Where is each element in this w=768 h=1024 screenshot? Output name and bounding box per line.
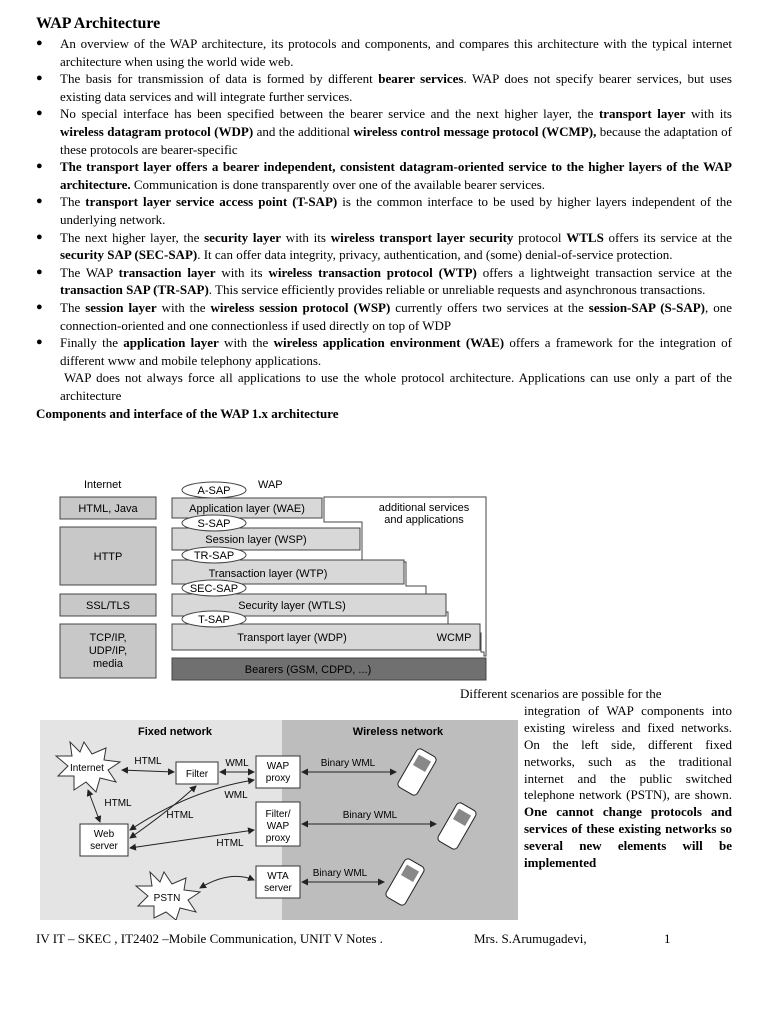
wap-label: WAP xyxy=(258,479,283,491)
bullet-item xyxy=(36,193,732,228)
tcp-ip-label: TCP/IP, xyxy=(89,632,127,644)
security-layer-label: Security layer (WTLS) xyxy=(238,600,346,612)
text-run: . WAP does not specify bearer services, but uses existing data services and will integrate further services. xyxy=(60,71,732,104)
text-run: . This service efficiently provides reliable or unreliable requests and asynchronous transactions. xyxy=(208,282,706,298)
text-run: with its xyxy=(685,106,732,122)
pstn-label: PSTN xyxy=(153,893,181,904)
bold-text: transport layer xyxy=(598,106,686,122)
text-run: An overview of the WAP architecture, its protocols and components, and compares this architecture with the typical internet architecture when using the world wide web. xyxy=(60,36,732,69)
closing-paragraph: WAP does not always force all applications to use the whole protocol architecture. Applications can use only a part of the architecture xyxy=(60,370,732,403)
bold-text: bearer services xyxy=(378,71,464,87)
wap-architecture-diagram xyxy=(56,476,488,682)
text-run: No special interface has been specified between the bearer service and the next higher layer, the xyxy=(60,106,599,122)
wireless-network-label: Wireless network xyxy=(352,726,444,738)
transport-layer-label: Transport layer (WDP) xyxy=(237,632,347,644)
additional-services-label: additional services xyxy=(378,502,470,514)
html-label-3: HTML xyxy=(166,810,194,821)
binary-wml-label-3: Binary WML xyxy=(312,868,368,879)
side-text-first-line: Different scenarios are possible for the xyxy=(460,686,662,701)
text-run: with the xyxy=(218,335,274,351)
bullet-item xyxy=(36,229,732,264)
text-run: offers a lightweight transaction service at the xyxy=(476,264,732,280)
bold-text: transaction layer xyxy=(118,264,216,280)
fixed-network-label: Fixed network xyxy=(138,726,212,738)
sec-sap-label: SEC-SAP xyxy=(189,583,239,595)
bullet-dot-icon: ● xyxy=(36,300,43,313)
ssl-tls-label: SSL/TLS xyxy=(85,600,131,612)
page-title: WAP Architecture xyxy=(36,15,161,32)
wta-server-label-1: WTA xyxy=(267,871,289,882)
html-label-4: HTML xyxy=(216,838,244,849)
bullet-dot-icon: ● xyxy=(36,230,43,243)
bullet-item xyxy=(36,158,732,193)
bold-text: security layer xyxy=(204,229,282,245)
bullet-item xyxy=(36,70,732,105)
text-run: because the adaptation of these protocols are bearer-specific xyxy=(60,123,732,157)
side-text xyxy=(460,686,732,872)
text-run: The xyxy=(60,194,86,210)
application-layer-label: Application layer (WAE) xyxy=(189,503,305,515)
text-run: . It can offer data integrity, privacy, authentication, and (some) denial-of-service protection. xyxy=(197,247,673,263)
wcmp-label: WCMP xyxy=(436,632,472,644)
footer-page-number: 1 xyxy=(664,931,671,946)
wap-proxy-label-1: WAP xyxy=(266,761,290,772)
bullet-dot-icon: ● xyxy=(36,195,43,208)
internet-label: Internet xyxy=(70,763,104,774)
bold-text: The transport layer offers a bearer independent, consistent datagram-oriented service to the higher layers of the WAP architecture. xyxy=(60,159,732,192)
bold-text: wireless control message protocol (WCMP), xyxy=(353,123,597,139)
bullet-list xyxy=(36,35,732,369)
text-run: Communication is done transparently over one of the available bearer services. xyxy=(130,176,546,192)
bold-text: WTLS xyxy=(566,229,604,245)
bold-text: wireless datagram protocol (WDP) xyxy=(60,123,254,139)
text-run: with its xyxy=(281,229,331,245)
text-run: with the xyxy=(156,299,211,315)
binary-wml-label-1: Binary WML xyxy=(320,758,376,769)
bullet-item xyxy=(36,35,732,70)
bold-text: wireless application environment (WAE) xyxy=(273,335,505,351)
a-sap-label: A-SAP xyxy=(197,485,231,497)
wml-label-2: WML xyxy=(224,790,248,801)
bold-text: session layer xyxy=(85,299,157,315)
t-sap-label: T-SAP xyxy=(198,614,230,626)
bullet-dot-icon: ● xyxy=(36,37,43,49)
bold-text: transport layer service access point (T-SAP) xyxy=(85,194,338,210)
wta-server-label-2: server xyxy=(264,883,292,894)
bullet-item xyxy=(36,105,732,158)
filter-label: Filter xyxy=(185,769,209,780)
text-run: The WAP xyxy=(60,264,119,280)
transaction-layer-label: Transaction layer (WTP) xyxy=(208,568,328,580)
html-java-label: HTML, Java xyxy=(78,503,138,515)
text-run: offers its service at the xyxy=(603,229,732,245)
session-layer-label: Session layer (WSP) xyxy=(205,534,307,546)
text-run: with its xyxy=(215,264,269,280)
bullet-dot-icon: ● xyxy=(36,160,43,173)
html-label-2: HTML xyxy=(104,798,132,809)
bullet-dot-icon: ● xyxy=(36,72,43,85)
text-run: The basis for transmission of data is formed by different xyxy=(60,71,379,87)
side-text-regular: integration of WAP components into existing wireless and fixed networks. On the left side, different fixed networks, such as the traditional internet and the public switched telephone network (PSTN), are shown. xyxy=(524,702,732,803)
wml-label-1: WML xyxy=(225,758,249,769)
footer-course: IV IT – SKEC , IT2402 –Mobile Communication, UNIT V Notes . xyxy=(36,931,383,946)
filter-wap-proxy-label-2: WAP xyxy=(266,821,290,832)
bullet-dot-icon: ● xyxy=(36,107,43,120)
bullet-item xyxy=(36,299,732,334)
s-sap-label: S-SAP xyxy=(197,518,231,530)
wap-proxy-label-2: proxy xyxy=(265,773,291,784)
wap-integration-diagram xyxy=(40,720,518,920)
internet-label: Internet xyxy=(84,479,122,491)
text-run: currently offers two services at the xyxy=(390,299,589,315)
udp-ip-label: UDP/IP, xyxy=(88,645,128,657)
text-run: protocol xyxy=(513,229,567,245)
additional-applications-label: and applications xyxy=(384,514,464,526)
text-run: and the additional xyxy=(253,123,354,139)
text-run: The next higher layer, the xyxy=(60,229,205,245)
footer-author: Mrs. S.Arumugadevi, xyxy=(474,931,587,946)
bold-text: application layer xyxy=(123,335,219,351)
web-server-label-1: Web xyxy=(93,829,115,840)
bullet-dot-icon: ● xyxy=(36,336,43,349)
tr-sap-label: TR-SAP xyxy=(193,550,235,562)
document-page xyxy=(36,14,732,422)
binary-wml-label-2: Binary WML xyxy=(342,810,398,821)
text-run: offers a framework for the integration of different www and mobile telephony applications. xyxy=(60,335,732,368)
bearers-label: Bearers (GSM, CDPD, ...) xyxy=(244,664,372,676)
bold-text: wireless session protocol (WSP) xyxy=(210,299,391,315)
side-text-bold: One cannot change protocols and services of these existing networks so several new elements will be implemented xyxy=(524,804,732,871)
bullet-dot-icon: ● xyxy=(36,265,43,278)
text-run: Finally the xyxy=(60,335,124,351)
text-run: , one connection-oriented and one connectionless if used directly on top of WDP xyxy=(60,299,732,333)
bullet-item xyxy=(36,264,732,299)
html-label-1: HTML xyxy=(134,756,162,767)
text-run: is the common interface to be used by higher layers independent of the underlying network. xyxy=(60,194,732,227)
bold-text: transaction SAP (TR-SAP) xyxy=(60,282,209,298)
bold-text: wireless transaction protocol (WTP) xyxy=(268,264,477,280)
bold-text: wireless transport layer security xyxy=(330,229,514,245)
filter-wap-proxy-label-1: Filter/ xyxy=(265,809,291,820)
bullet-item xyxy=(36,334,732,369)
bold-text: session-SAP (S-SAP) xyxy=(588,299,705,315)
bold-text: security SAP (SEC-SAP) xyxy=(60,247,198,263)
http-label: HTTP xyxy=(93,551,123,563)
text-run: The xyxy=(60,299,86,315)
side-text-body xyxy=(524,703,732,872)
media-label: media xyxy=(93,658,123,670)
filter-wap-proxy-label-3: proxy xyxy=(265,833,291,844)
figure-caption: Components and interface of the WAP 1.x architecture xyxy=(36,406,339,422)
web-server-label-2: server xyxy=(90,841,118,852)
